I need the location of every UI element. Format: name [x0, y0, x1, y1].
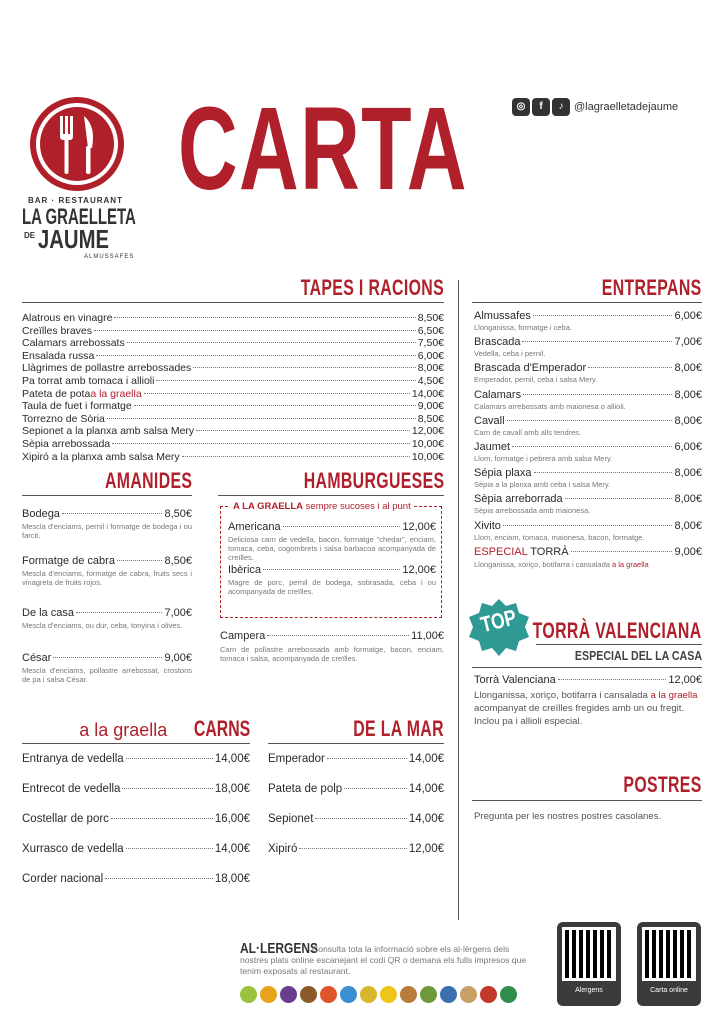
mar-row [268, 783, 444, 795]
entrepans-rule [472, 302, 702, 303]
special-hl: ESPECIAL [474, 546, 528, 558]
burger-row [228, 521, 436, 533]
entrepa-row [474, 467, 702, 479]
allergen-icon [380, 986, 397, 1003]
allergens-heading: AL·LERGENS [240, 940, 318, 957]
item-name: Llàgrimes de pollastre arrebossades [22, 362, 192, 375]
tapa-row [22, 425, 444, 437]
carn-row [22, 783, 250, 795]
carn-row [22, 843, 250, 855]
item-name: Xivito [474, 519, 501, 532]
item-description: Llonganissa, formatge i ceba. [474, 323, 572, 332]
dot-leader [105, 878, 213, 879]
entrepa-row [474, 520, 702, 532]
allergen-icon [480, 986, 497, 1003]
dot-leader [507, 420, 673, 421]
tapa-row [22, 375, 444, 387]
graella-box-title-rest: sempre sucoses i al punt [303, 501, 411, 512]
allergens-text: Consulta tota la informació sobre els al·lèrgens dels nostres plats online escanejant el codi QR o demana els fulls impresos que tenim exposats al restaurant. [240, 944, 527, 976]
item-name: Sepionet a la planxa amb salsa Mery [22, 425, 195, 438]
item-name: Xipiró [268, 843, 298, 855]
tapa-row [22, 312, 444, 324]
allergen-icon [360, 986, 377, 1003]
top-badge-label: TOP [478, 604, 519, 638]
dot-leader [267, 635, 409, 636]
item-price: 8,00€ [417, 362, 444, 375]
item-price: 8,50€ [417, 412, 444, 425]
item-description: Carn de cavall amb alls tendres. [474, 427, 582, 437]
tapa-row [22, 400, 444, 412]
item-name: César [22, 652, 52, 664]
carn-row [22, 813, 250, 825]
item-name: Ensalada russa [22, 349, 95, 362]
item-name: Sèpia arreborrada [474, 493, 563, 506]
dot-leader [114, 317, 415, 318]
item-name: Sépia plaxa [474, 467, 532, 480]
item-description: Deliciosa carn de vedella, bacon, formatge "chedar", enciam, tomaca, ceba, cogombrets i salsa barbacoa acompanyada de creïlles. [228, 535, 436, 562]
qr-carta-label: Carta online [650, 987, 688, 994]
dot-leader [126, 848, 213, 849]
hamburgueses-heading: HAMBURGUESES [303, 468, 444, 493]
item-description: Carn de pollastre arrebossada amb formatge, bacon, enciam, tomaca i salsa, acompanyada de creïlles. [220, 645, 444, 663]
item-name: Calamars [474, 388, 522, 401]
dot-leader [76, 612, 162, 613]
instagram-icon[interactable]: ◎ [512, 98, 530, 116]
tapa-row [22, 337, 444, 349]
item-price: 6,00€ [674, 310, 702, 322]
item-price: 18,00€ [214, 873, 250, 885]
special-name: TORRÀ [527, 546, 569, 558]
item-name: Corder nacional [22, 873, 104, 885]
allergen-icon [260, 986, 277, 1003]
item-name: Costellar de porc [22, 813, 109, 825]
tapa-row [22, 350, 444, 362]
item-name: Entranya de vedella [22, 753, 124, 765]
mar-rule [268, 743, 444, 744]
item-description: Emperador, pernil, ceba i salsa Mery. [474, 375, 598, 385]
item-description: Mescla d'enciams, pernil i formatge de bodega i ou farcit. [22, 522, 192, 540]
item-price: 10,00€ [411, 438, 444, 450]
item-name: Emperador [268, 753, 325, 765]
tapa-row [22, 451, 444, 463]
item-name: Xurrasco de vedella [22, 843, 124, 855]
item-name: Jaumet [474, 441, 511, 453]
entrepa-row [474, 415, 702, 427]
item-price: 8,00€ [674, 388, 702, 401]
dot-leader [263, 569, 400, 570]
qr-carta[interactable] [637, 922, 701, 1006]
qr-allergens[interactable] [557, 922, 621, 1006]
item-description: Mescla d'enciams, pollastre arrebossat, crostons de pa i salsa César. [22, 666, 192, 684]
social-bar [512, 98, 678, 116]
dot-leader [533, 315, 673, 316]
item-name: De la casa [22, 607, 74, 619]
dot-leader [565, 498, 673, 499]
carn-row [22, 873, 250, 885]
item-price: 12,00€ [411, 425, 444, 438]
dot-leader [122, 788, 212, 789]
tapa-row [22, 413, 444, 425]
graella-box-title-hl: A LA GRAELLA [233, 501, 304, 512]
item-price: 16,00€ [214, 813, 250, 825]
dot-leader [344, 788, 407, 789]
item-price: 14,00€ [411, 387, 444, 400]
carns-heading-main: CARNS [193, 716, 250, 741]
special-desc [474, 560, 706, 569]
torra-row [474, 674, 702, 686]
burger-row [228, 564, 436, 576]
item-name: Calamars arrebossats [22, 337, 125, 350]
torra-subheading: ESPECIAL DEL LA CASA [574, 648, 702, 663]
qr-allergens-label: Alergens [575, 987, 603, 994]
allergen-icon [500, 986, 517, 1003]
item-price: 14,00€ [214, 843, 250, 855]
item-price: 8,00€ [674, 414, 702, 427]
item-price: 14,00€ [408, 753, 444, 765]
item-description: Magre de porc, pernil de bodega, sobrasada, ceba i ou acompanyada de creïlles. [228, 578, 436, 596]
entrepa-row [474, 389, 702, 401]
torra-desc-hl2: graella [668, 690, 698, 701]
dot-leader [62, 513, 163, 514]
carns-heading-hl: a la graella [79, 720, 168, 740]
item-name: Sèpia arrebossada [22, 438, 111, 450]
allergen-icon [320, 986, 337, 1003]
brand-bar-restaurant: BAR · RESTAURANT [28, 196, 123, 205]
tapa-row [22, 325, 444, 337]
item-name-highlight: a la graella [90, 387, 142, 400]
dot-leader [534, 472, 673, 473]
item-name: Torrezno de Sòria [22, 412, 105, 425]
mar-row [268, 843, 444, 855]
item-name: Taula de fuet i formatge [22, 400, 132, 413]
item-name: Entrecot de vedella [22, 783, 121, 795]
item-price: 9,00€ [417, 400, 444, 413]
item-price: 6,50€ [417, 324, 444, 337]
allergen-icon [280, 986, 297, 1003]
item-name: Xipiró a la planxa amb salsa Mery [22, 450, 180, 463]
allergen-icon [340, 986, 357, 1003]
item-name: Brascada [474, 336, 521, 349]
allergen-icon [460, 986, 477, 1003]
allergen-icon [420, 986, 437, 1003]
item-name: Creïlles braves [22, 324, 93, 337]
tapes-heading: TAPES I RACIONS [300, 275, 444, 300]
item-price: 10,00€ [411, 450, 444, 463]
special-price: 9,00€ [674, 546, 702, 558]
mar-heading: DE LA MAR [353, 716, 444, 741]
item-name: Bodega [22, 508, 60, 520]
item-price: 4,50€ [417, 375, 444, 387]
item-price: 8,50€ [164, 555, 192, 567]
dot-leader [512, 446, 672, 447]
mar-row [268, 813, 444, 825]
entrepa-row [474, 310, 702, 322]
mar-row [268, 753, 444, 765]
item-price: 12,00€ [402, 564, 436, 576]
item-price: 14,00€ [408, 783, 444, 795]
qr-carta-code [642, 927, 696, 981]
torra-rule [536, 644, 702, 645]
tiktok-icon[interactable]: ♪ [552, 98, 570, 116]
item-name: Alatrous en vinagre [22, 312, 113, 324]
dot-leader [503, 525, 673, 526]
torra-desc-a: Llonganissa, xoriço, botifarra i cansalada [474, 690, 651, 701]
special-desc-hl: a la graella [609, 560, 649, 569]
item-description: Llom, formatge i pebrera amb salsa Mery. [474, 454, 613, 463]
amanida-row [22, 555, 192, 567]
torra-desc-b: acompanyat de creïlles fregides amb un ou fregit. Inclou pa i allioli especial. [474, 703, 685, 727]
torra-item-price: 12,00€ [668, 674, 702, 686]
dot-leader [112, 443, 410, 444]
entrepans-heading: ENTREPANS [602, 275, 702, 300]
dot-leader [588, 367, 672, 368]
entrepa-row [474, 362, 702, 374]
torra-item-name: Torrà Valenciana [474, 674, 556, 686]
burger-campera-row [220, 630, 444, 642]
dot-leader [196, 430, 410, 431]
carns-rule [22, 743, 250, 744]
carns-heading [79, 716, 250, 742]
dot-leader [144, 393, 410, 394]
amanides-heading: AMANIDES [104, 468, 192, 493]
item-description: Sèpia a la planxa amb ceba i salsa Mery. [474, 480, 611, 490]
postres-heading: POSTRES [623, 772, 702, 797]
dot-leader [299, 848, 406, 849]
dot-leader [117, 560, 163, 561]
tapa-row [22, 438, 444, 450]
torra-desc [474, 689, 706, 728]
item-description: Llom, enciam, tomaca, maionesa, bacon, formatge. [474, 532, 645, 542]
dot-leader [182, 456, 410, 457]
carn-row [22, 753, 250, 765]
item-price: 8,00€ [674, 519, 702, 532]
column-divider [458, 280, 459, 920]
logo [22, 96, 136, 266]
tapa-row [22, 388, 444, 400]
dot-leader [94, 330, 416, 331]
item-name: Campera [220, 630, 266, 642]
dot-leader [111, 818, 213, 819]
item-name: Almussafes [474, 310, 531, 322]
dot-leader [315, 818, 406, 819]
amanides-rule [22, 495, 192, 496]
item-name: Pateta de pota [22, 387, 91, 400]
item-name: Ibèrica [228, 564, 262, 576]
item-description: Mescla d'enciams, formatge de cabra, fruits secs i vinagreta de fruits rojos. [22, 569, 192, 587]
item-price: 8,00€ [674, 493, 702, 506]
postres-text: Pregunta per les nostres postres casolanes. [474, 811, 662, 822]
dot-leader [134, 405, 416, 406]
item-name: Brascada d'Emperador [474, 362, 587, 375]
item-description: Sèpia arrebossada amb maionesa. [474, 506, 591, 516]
dot-leader [283, 526, 401, 527]
entrepa-row [474, 336, 702, 348]
item-price: 7,50€ [417, 337, 444, 350]
entrepa-special-row [474, 546, 702, 558]
item-price: 8,50€ [417, 312, 444, 324]
brand-name-line2: JAUME [38, 224, 109, 254]
dot-leader [522, 341, 672, 342]
dot-leader [96, 355, 415, 356]
allergen-icon [400, 986, 417, 1003]
allergen-icons [240, 986, 520, 1003]
postres-rule [472, 800, 702, 801]
torra-rule-2 [472, 667, 702, 668]
torra-heading: TORRÀ VALENCIANA [533, 618, 702, 643]
entrepa-row [474, 441, 702, 453]
item-name: Formatge de cabra [22, 555, 115, 567]
graella-box-title [230, 501, 414, 512]
brand-de: DE [24, 231, 36, 240]
item-name: Sepionet [268, 813, 314, 825]
torra-desc-hl1: a la [650, 690, 666, 701]
hamburgueses-rule [218, 495, 444, 496]
item-name: Pa torrat amb tomaca i allioli [22, 375, 155, 387]
amanida-row [22, 652, 192, 664]
item-price: 12,00€ [402, 521, 436, 533]
item-description: Calamars arrebossats amb maionesa o allioli. [474, 401, 626, 411]
item-description: Mescla d'enciams, ou dur, ceba, tonyina i olives. [22, 621, 183, 630]
brand-name-line1: LA GRAELLETA [22, 204, 136, 229]
dot-leader [53, 657, 162, 658]
brand-town: ALMUSSAFES [84, 254, 135, 260]
item-price: 8,00€ [674, 467, 702, 480]
qr-allergens-code [562, 927, 616, 981]
dot-leader [156, 380, 415, 381]
social-handle[interactable]: @lagraelletadejaume [574, 101, 679, 113]
tapes-rule [22, 302, 444, 303]
item-price: 12,00€ [408, 843, 444, 855]
amanida-row [22, 607, 192, 619]
fork-knife-logo-icon [22, 96, 132, 196]
amanida-row [22, 508, 192, 520]
facebook-icon[interactable]: f [532, 98, 550, 116]
item-price: 14,00€ [214, 753, 250, 765]
item-price: 18,00€ [214, 783, 250, 795]
item-name: Pateta de polp [268, 783, 343, 795]
allergen-icon [300, 986, 317, 1003]
dot-leader [523, 394, 672, 395]
item-price: 14,00€ [408, 813, 444, 825]
special-desc-text: Llonganissa, xoriço, botifarra i cansalada [474, 560, 610, 569]
dot-leader [327, 758, 407, 759]
dot-leader [107, 418, 416, 419]
item-price: 7,00€ [674, 336, 702, 349]
item-price: 6,00€ [674, 441, 702, 453]
item-name: Cavall [474, 414, 505, 427]
dot-leader [127, 342, 416, 343]
item-price: 11,00€ [411, 630, 444, 642]
item-description: Vedella, ceba i pernil. [474, 349, 546, 359]
item-price: 9,00€ [164, 652, 192, 664]
tapa-row [22, 362, 444, 374]
allergen-icon [440, 986, 457, 1003]
item-price: 6,00€ [417, 349, 444, 362]
item-name: Americana [228, 521, 281, 533]
item-price: 8,50€ [164, 508, 192, 520]
page-title: CARTA [178, 83, 468, 215]
dot-leader [126, 758, 213, 759]
item-price: 7,00€ [164, 607, 192, 619]
allergen-icon [240, 986, 257, 1003]
entrepa-row [474, 493, 702, 505]
dot-leader [193, 367, 415, 368]
item-price: 8,00€ [674, 362, 702, 375]
